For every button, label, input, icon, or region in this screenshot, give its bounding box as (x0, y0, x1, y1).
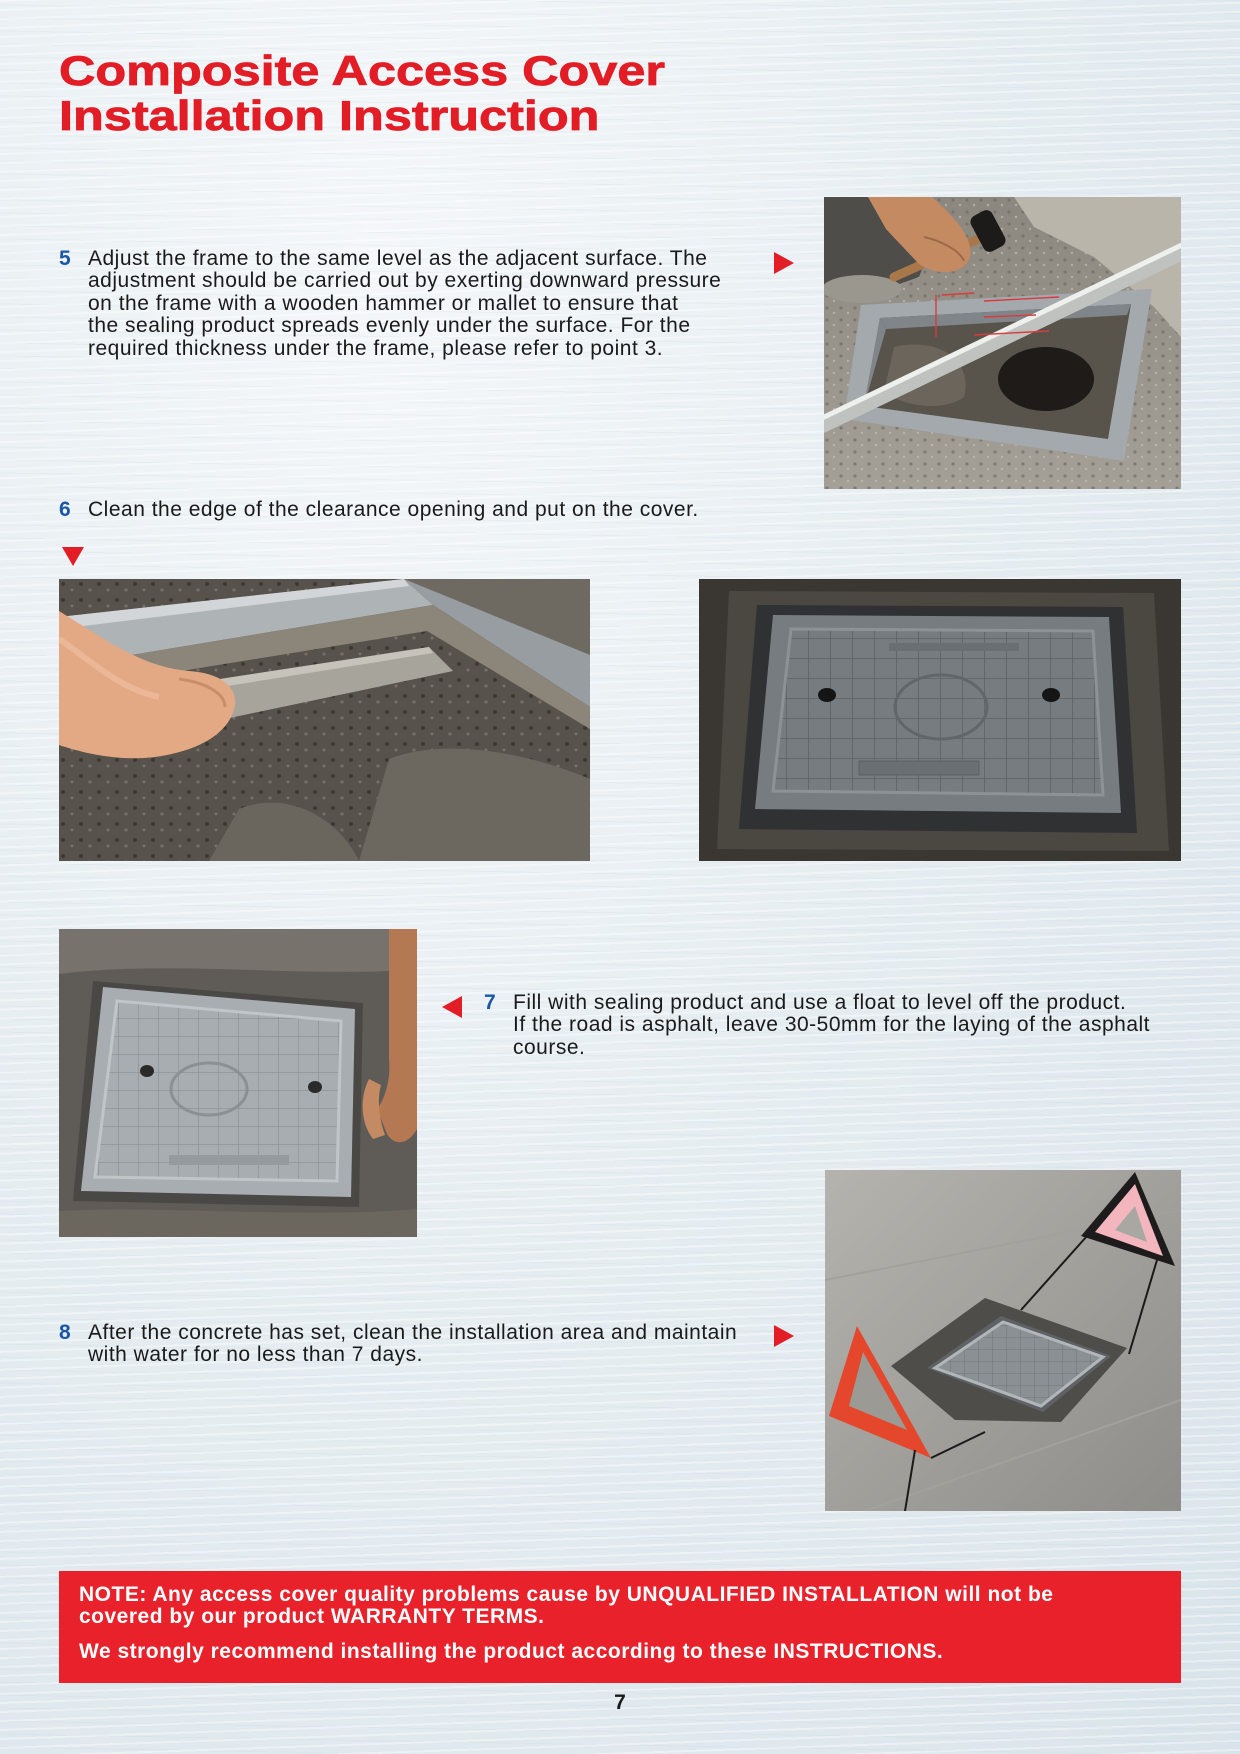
arrow-right-icon (774, 252, 794, 274)
arrow-down-icon (62, 547, 84, 566)
step-8-line: with water for no less than 7 days. (88, 1343, 423, 1367)
step-5-line: on the frame with a wooden hammer or mallet to ensure that (88, 291, 679, 315)
step-7-number: 7 (484, 991, 496, 1014)
note-warning-line: NOTE: Any access cover quality problems cause by UNQUALIFIED INSTALLATION will not be (79, 1583, 1054, 1606)
step-8-number: 8 (59, 1321, 71, 1344)
step-6-number: 6 (59, 498, 71, 521)
step-7-line: course. (513, 1035, 586, 1059)
photo-cover-placed (699, 579, 1181, 861)
step-5-line: Adjust the frame to the same level as the adjacent surface. The (88, 247, 708, 270)
step-6-line: Clean the edge of the clearance opening and put on the cover. (88, 498, 699, 521)
step-5-line: the sealing product spreads evenly under the surface. For the (88, 314, 691, 338)
title-line-1: Composite Access Cover (59, 47, 665, 94)
note-recommendation: We strongly recommend installing the product according to these INSTRUCTIONS. (79, 1640, 944, 1663)
step-7-line: Fill with sealing product and use a float to level off the product. (513, 991, 1127, 1014)
step-8-line: After the concrete has set, clean the installation area and maintain (88, 1321, 738, 1344)
step-5-number: 5 (59, 247, 71, 270)
step-7-line: If the road is asphalt, leave 30-50mm for the laying of the asphalt (513, 1013, 1151, 1037)
note-warning-line: covered by our product WARRANTY TERMS. (79, 1604, 545, 1628)
warranty-note (59, 1571, 1181, 1683)
step-5-text (88, 248, 721, 360)
step-5-line: adjustment should be carried out by exerting downward pressure (88, 269, 722, 293)
arrow-right-icon (774, 1325, 794, 1347)
arrow-left-icon (442, 996, 462, 1018)
step-6-text (88, 499, 699, 521)
photo-curing-area (825, 1170, 1181, 1511)
page-title (59, 48, 665, 138)
photo-sealing-fill (59, 929, 417, 1237)
step-8-text (88, 1322, 737, 1367)
photo-cleaning-edge (59, 579, 590, 861)
photo-frame-leveling (824, 197, 1181, 489)
page-number: 7 (614, 1691, 626, 1714)
step-7-text (513, 992, 1150, 1059)
step-5-line: required thickness under the frame, please refer to point 3. (88, 336, 664, 360)
note-warning (79, 1584, 1161, 1627)
title-line-2: Installation Instruction (59, 92, 600, 139)
